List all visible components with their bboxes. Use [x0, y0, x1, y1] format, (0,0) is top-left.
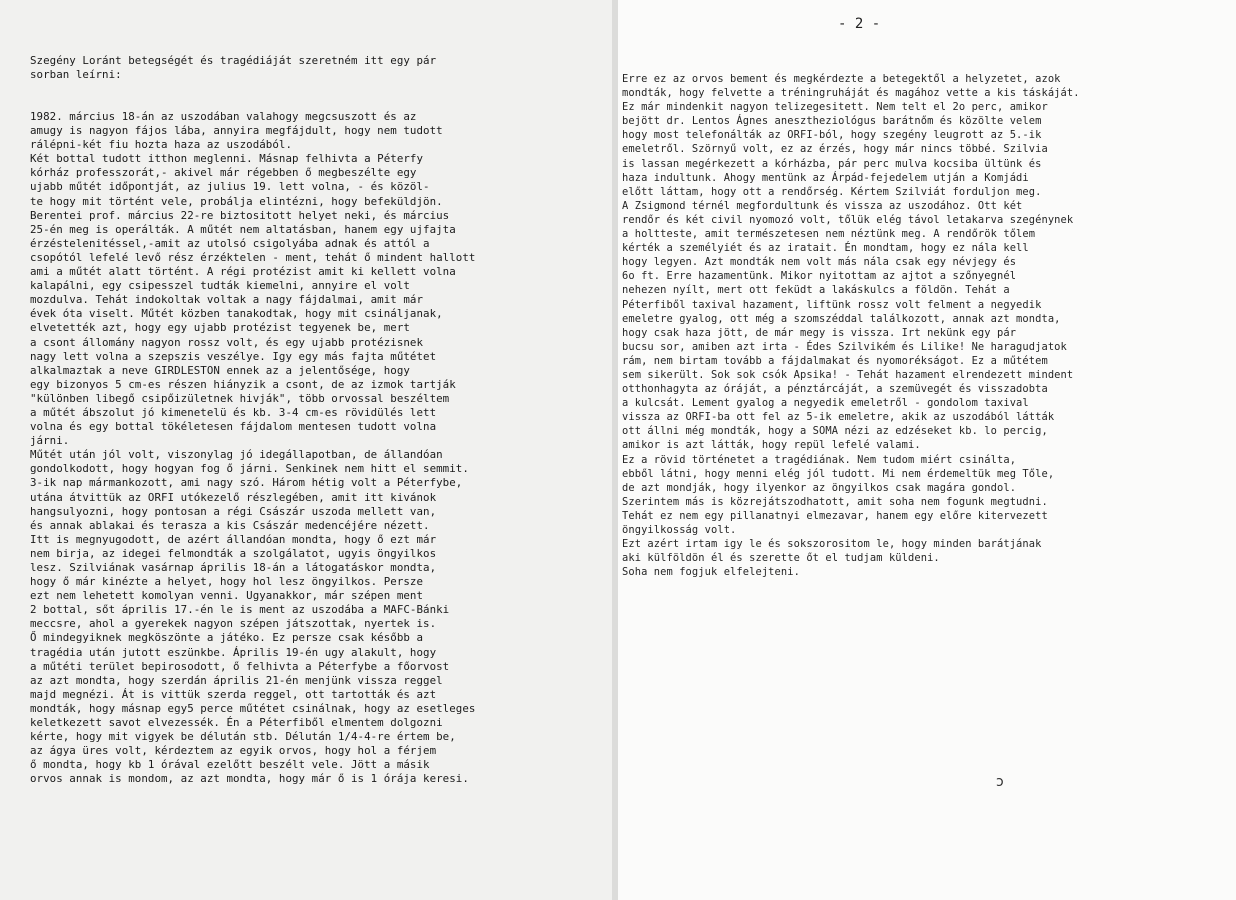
- stray-mark: ↄ: [996, 774, 1004, 790]
- right-page: [618, 0, 1236, 900]
- left-page: [0, 0, 612, 900]
- right-page-body: Erre ez az orvos bement és megkérdezte a betegektől a helyzetet, azok mondták, hogy felvette a tréningruháját és magához vette a kis táskáját. Ez már mindenkit nagyon telizegesitett. Nem telt el 2o perc, amikor bejött dr. Lentos Ágnes anesztheziológus barátnőm és közölte velem hogy most telefonálták az ORFI-ból, hogy szegény leugrott az 5.-ik emeletről. Szörnyű volt, ez az érzés, hogy már nincs többé. Szilvia is lassan megérkezett a kórházba, pár perc mulva kocsiba ültünk és haza indultunk. Ahogy mentünk az Árpád-fejedelem utján a Komjádi előtt láttam, hogy ott a rendőrség. Kértem Szilviát forduljon meg. A Zsigmond térnél megfordultunk és vissza az uszodához. Ott két rendőr és két civil nyomozó volt, tőlük elég távol letakarva szegénynek a holtteste, amit természetesen nem néztünk meg. A rendőrök tőlem kérték a személyiét és az iratait. Én mondtam, hogy ez nála kell hogy legyen. Azt mondták nem volt más nála csak egy névjegy és 6o ft. Erre hazamentünk. Mikor nyitottam az ajtot a szőnyegnél nehezen nyílt, mert ott feküdt a lakáskulcs a földön. Tehát a Péterfiből taxival hazament, liftünk rossz volt felment a negyedik emeletre gyalog, ott még a szomszéddal találkozott, annak azt mondta, hogy csak haza jött, de már megy is vissza. Irt nekünk egy pár bucsu sor, amiben azt irta - Édes Szilvikém és Lilike! Ne haragudjatok rám, nem birtam tovább a fájdalmakat és nyomorékságot. Ez a műtétem sem sikerült. Sok sok csók Apsika! - Tehát hazament elrendezett mindent otthonhagyta az óráját, a pénztárcáját, a szemüvegét és visszadobta a kulcsát. Lement gyalog a negyedik emeletről - gondolom taxival vissza az ORFI-ba ott fel az 5-ik emeletre, akik az uszodából látták ott állni még mondták, hogy a SOMA nézi az edzéseket kb. lo percig, amikor is azt látták, hogy repül lefelé valami. Ez a rövid történetet a tragédiának. Nem tudom miért csinálta, ebből látni, hogy menni elég jól tudott. Mi nem érdemeltük meg Tőle, de azt mondják, hogy ilyenkor az öngyilkos csak magára gondol. Szerintem más is közrejátszodhatott, amit soha nem fogunk megtudni. Tehát ez nem egy pillanatnyi elmezavar, hanem egy előre kitervezett öngyilkosság volt. Ezt azért irtam igy le és sokszorositom le, hogy minden barátjának aki külföldön él és szerette őt el tudjam küldeni. Soha nem fogjuk elfelejteni.: [622, 73, 1080, 579]
- page-number: - 2 -: [838, 16, 881, 32]
- left-page-intro: Szegény Loránt betegségét és tragédiáját szeretném itt egy pár sorban leírni:: [30, 54, 437, 82]
- left-page-body: 1982. március 18-án az uszodában valahogy megcsuszott és az amugy is nagyon fájos lába, annyira megfájdult, hogy nem tudott rálépni-két fiu hozta haza az uszodából. Két bottal tudott itthon meglenni. Másnap felhivta a Péterfy kórház professzorát,- akivel már régebben ő megbeszélte egy ujabb műtét időpontját, az julius 19. lett volna, - és közöl- te hogy mit történt vele, probálja elintézni, hogy befeküldjön. Berentei prof. március 22-re biztositott helyet neki, és március 25-én meg is operálták. A műtét nem altatásban, hanem egy ujfajta érzéstelenitéssel,-amit az utolsó csigolyába adnak és attól a csopótól lefelé levő rész érzéktelen - ment, tehát ő mindent hallott ami a műtét alatt történt. A régi protézist amit ki kellett volna kalapálni, egy csipesszel tudták kiemelni, annyire el volt mozdulva. Tehát indokoltak voltak a nagy fájdalmai, amit már évek óta viselt. Műtét közben tanakodtak, hogy mit csináljanak, elvetették azt, hogy egy ujabb protézist tegyenek be, mert a csont állomány nagyon rossz volt, és egy ujabb protézisnek nagy lett volna a szepszis veszélye. Igy egy más fajta műtétet alkalmaztak a neve GIRDLESTON ennek az a jelentősége, hogy egy bizonyos 5 cm-es részen hiányzik a csont, de az izmok tartják "különben libegő csipőizületnek hivják", több orvossal beszéltem a műtét ábszolut jó kimenetelü és kb. 3-4 cm-es rövidülés lett volna és egy bottal tökéletesen fájdalom mentesen tudott volna járni. Műtét után jól volt, viszonylag jó idegállapotban, de állandóan gondolkodott, hogy hogyan fog ő járni. Senkinek nem hitt el semmit. 3-ik nap mármankozott, ami nagy szó. Három hétig volt a Péterfybe, utána átvittük az ORFI utókezelő részlegében, amit itt kivánok hangsulyozni, hogy pontosan a régi Császár uszoda mellett van, és annak ablakai és terasza a kis Császár medencéjére nézett. Itt is megnyugodott, de azért állandóan mondta, hogy ő ezt már nem birja, az idegei felmondták a szolgálatot, ugyis öngyilkos lesz. Szilviának vasárnap április 18-án a látogatáskor mondta, hogy ő már kinézte a helyet, hogy hol lesz öngyilkos. Persze ezt nem lehetett komolyan venni. Ugyanakkor, már szépen ment 2 bottal, sőt április 17.-én le is ment az uszodába a MAFC-Bánki meccsre, ahol a gyerekek nagyon szépen játszottak, nyertek is. Ő mindegyiknek megköszönte a játéko. Ez persze csak később a tragédia után jutott eszünkbe. Április 19-én ugy alakult, hogy a műtéti terület bepirosodott, ő felhivta a Péterfybe a főorvost az azt mondta, hogy szerdán április 21-én menjünk vissza reggel majd megnézi. Át is vittük szerda reggel, ott tartották és azt mondták, hogy másnap egy5 perce műtétet csinálnak, hogy az esetleges keletkezett savot elvezessék. Én a Péterfiből elmentem dolgozni kérte, hogy mit vigyek be délután stb. Délután 1/4-4-re értem be, az ágya üres volt, kérdeztem az egyik orvos, hogy hol a férjem ő mondta, hogy kb 1 órával ezelőtt beszélt vele. Jött a másik orvos annak is mondom, az azt mondta, hogy már ő is 1 órája keresi.: [30, 110, 476, 786]
